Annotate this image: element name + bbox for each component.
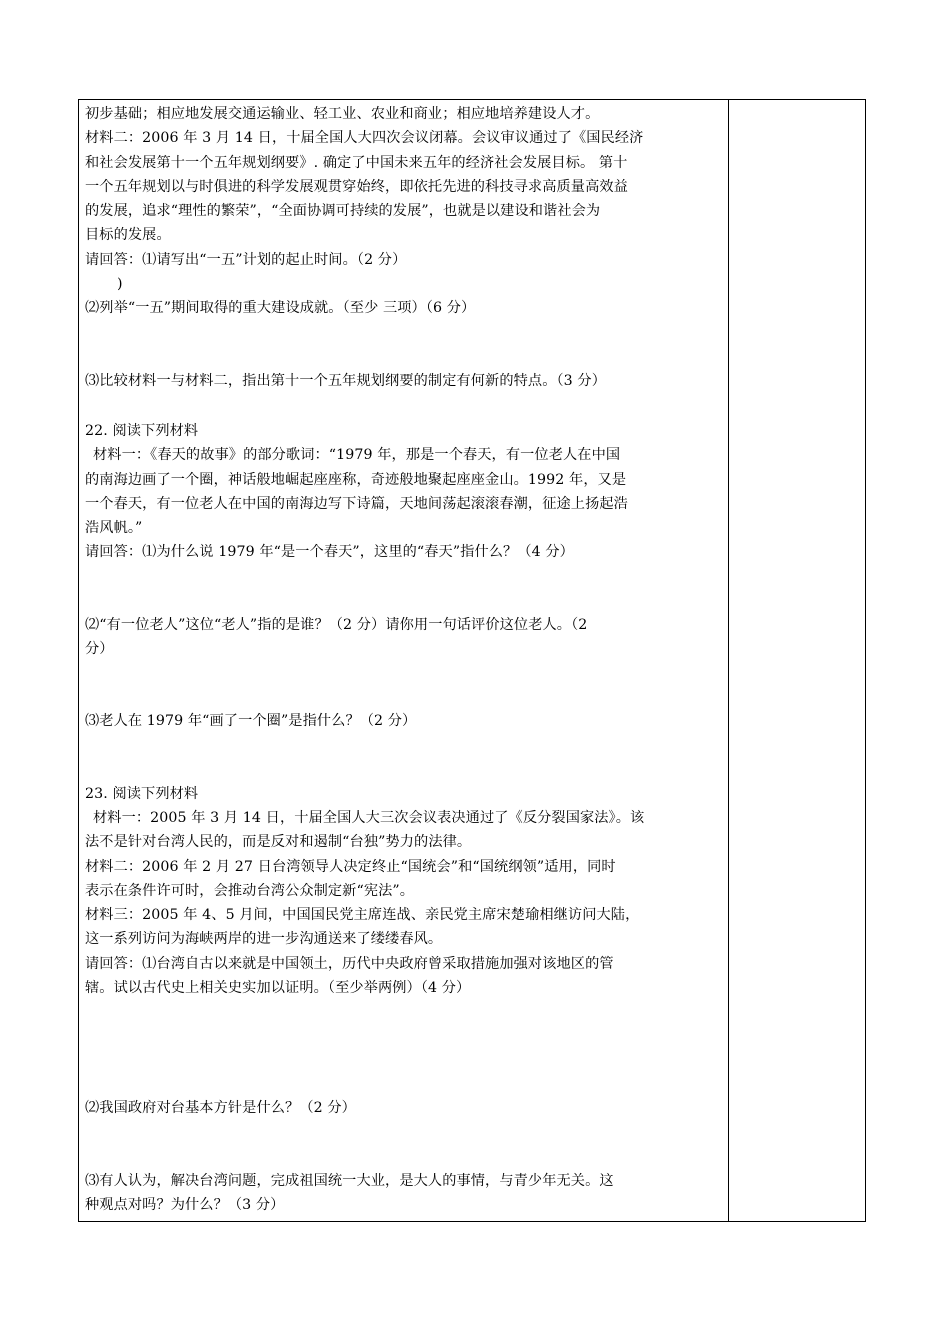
text-line: 的南海边画了一个圈，神话般地崛起座座称，奇迹般地聚起座座金山。1992 年，又是 [85, 471, 627, 488]
text-line: 表示在条件许可时，会推动台湾公众制定新“宪法”。 [85, 882, 415, 899]
question-prompt: ⑶老人在 1979 年“画了一个圈”是指什么？（2 分） [85, 713, 417, 730]
text-line: 材料一：《春天的故事》的部分歌词：“1979 年，那是一个春天，有一位老人在中国 [93, 447, 621, 464]
question-title: 23. 阅读下列材料 [85, 785, 199, 802]
text-line: 材料一：2005 年 3 月 14 日，十届全国人大三次会议表决通过了《反分裂国家法》。该 [93, 809, 645, 826]
answer-space [85, 1121, 721, 1169]
answer-space [85, 321, 721, 369]
question-prompt: ⑵列举“一五”期间取得的重大建设成就。（至少 三项）（6 分） [85, 300, 476, 317]
question-prompt: 请回答：⑴台湾自古以来就是中国领土，历代中央政府曾采取措施加强对该地区的管 [85, 955, 614, 972]
answer-space [85, 734, 721, 782]
answer-space [85, 393, 721, 419]
question-prompt: ⑵我国政府对台基本方针是什么？（2 分） [85, 1100, 356, 1117]
text-line: 目标的发展。 [85, 227, 171, 244]
text-line: 材料三：2005 年 4、5 月间，中国国民党主席连战、亲民党主席宋楚瑜相继访问大陆， [85, 907, 640, 924]
text-line: 材料二：2006 年 3 月 14 日，十届全国人大四次会议闭幕。会议审议通过了《国民经济 [85, 130, 644, 147]
question-prompt: ⑶有人认为，解决台湾问题，完成祖国统一大业，是大人的事情，与青少年无关。这 [85, 1172, 614, 1189]
text-line: 的发展，追求“理性的繁荣”，“全面协调可持续的发展”，也就是以建设和谐社会为 [85, 203, 601, 220]
text-line: 一个春天，有一位老人在中国的南海边写下诗篇，天地间荡起滚滚春潮，征途上扬起浩 [85, 495, 628, 512]
column-divider [728, 100, 729, 1221]
answer-space [85, 1000, 721, 1096]
question-title: 22. 阅读下列材料 [85, 422, 199, 439]
answer-space [85, 565, 721, 613]
answer-space [85, 661, 721, 709]
question-prompt: ⑶比较材料一与材料二，指出第十一个五年规划纲要的制定有何新的特点。（3 分） [85, 372, 606, 389]
question-prompt: 分） [85, 641, 114, 658]
text-line: 浩风帆。” [85, 520, 143, 537]
question-prompt: 种观点对吗？为什么？（3 分） [85, 1196, 285, 1213]
question-prompt: 请回答：⑴为什么说 1979 年“是一个春天”，这里的“春天”指什么？（4 分） [85, 544, 574, 561]
question-prompt: 请回答：⑴请写出“一五”计划的起止时间。（2 分） [85, 251, 407, 268]
worksheet-table [78, 99, 866, 1222]
text-line: 法不是针对台湾人民的，而是反对和遏制“台独”势力的法律。 [85, 834, 472, 851]
text-line: 初步基础；相应地发展交通运输业、轻工业、农业和商业；相应地培养建设人才。 [85, 106, 600, 122]
answer-bracket: ) [117, 276, 123, 293]
text-line: 材料二：2006 年 2 月 27 日台湾领导人决定终止“国统会”和“国统纲领”适用，同时 [85, 858, 616, 875]
text-line: 和社会发展第十一个五年规划纲要》. 确定了中国未来五年的经济社会发展目标。 第十 [85, 154, 628, 171]
text-line: 这一系列访问为海峡两岸的进一步沟通送来了缕缕春风。 [85, 931, 443, 948]
question-column [85, 102, 721, 1217]
text-line: 一个五年规划以与时俱进的科学发展观贯穿始终，即依托先进的科技寻求高质量高效益 [85, 178, 628, 195]
question-prompt: ⑵“有一位老人”这位“老人”指的是谁？（2 分）请你用一句话评价这位老人。（2 [85, 616, 588, 633]
question-prompt: 辖。试以古代史上相关史实加以证明。（至少举两例）（4 分） [85, 980, 471, 997]
